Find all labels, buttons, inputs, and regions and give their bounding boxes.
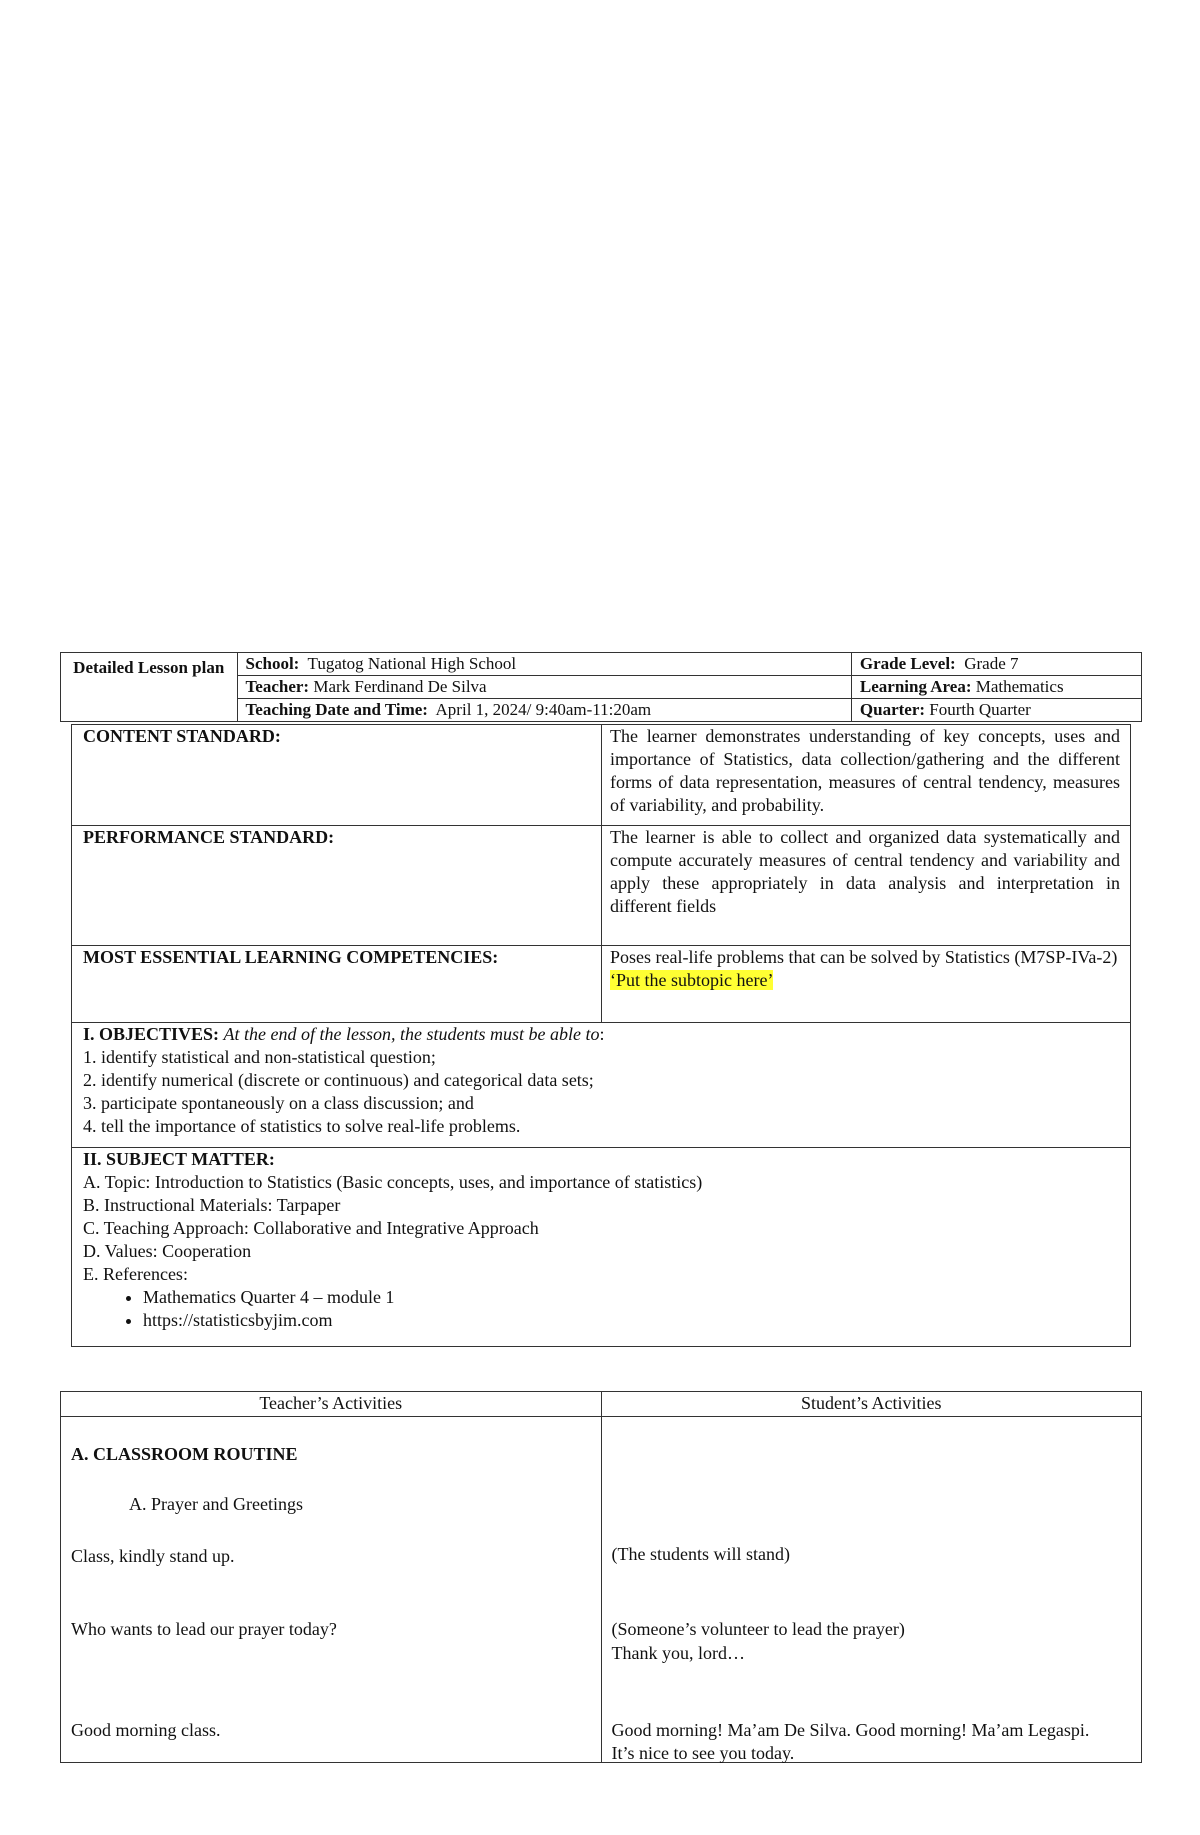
teacher-value: Mark Ferdinand De Silva	[313, 677, 487, 696]
objective-item: 1. identify statistical and non-statistical question;	[83, 1047, 436, 1067]
values-line: D. Values: Cooperation	[83, 1241, 252, 1261]
melc-text: Poses real-life problems that can be solved by Statistics (M7SP-IVa-2)	[610, 947, 1118, 967]
date-cell	[237, 699, 851, 722]
teacher-activities-header: Teacher’s Activities	[61, 1392, 602, 1417]
materials-line: B. Instructional Materials: Tarpaper	[83, 1195, 341, 1215]
melc-cell	[602, 946, 1131, 1023]
student-line: Good morning! Ma’am De Silva. Good morning! Ma’am Legaspi. It’s nice to see you today.	[611, 1720, 1090, 1763]
area-cell	[851, 676, 1141, 699]
student-line: (The students will stand)	[611, 1544, 790, 1564]
student-activities-cell	[601, 1417, 1142, 1763]
teacher-label: Teacher:	[245, 677, 310, 696]
student-activities-header: Student’s Activities	[601, 1392, 1142, 1417]
activities-table	[60, 1391, 1142, 1763]
lesson-header-table	[60, 652, 1142, 722]
reference-item: • https://statisticsbyjim.com	[143, 1309, 1122, 1332]
grade-cell	[851, 653, 1141, 676]
performance-standard-text: The learner is able to collect and organized data systematically and compute accurately measures of central tendency and variability and apply these appropriately in data analysis and interpretation in different fields	[602, 826, 1131, 946]
quarter-label: Quarter:	[859, 700, 926, 719]
teacher-activities-cell	[61, 1417, 602, 1763]
objectives-heading: I. OBJECTIVES: At the end of the lesson, the students must be able to:	[83, 1024, 605, 1044]
school-label: School:	[245, 654, 300, 673]
student-line: Thank you, lord…	[611, 1643, 745, 1663]
school-value: Tugatog National High School	[307, 654, 517, 673]
teacher-line: Who wants to lead our prayer today?	[71, 1619, 337, 1639]
topic-line: A. Topic: Introduction to Statistics (Basic concepts, uses, and importance of statistics)	[83, 1172, 703, 1192]
grade-value: Grade 7	[964, 654, 1019, 673]
prayer-greetings-heading: A. Prayer and Greetings	[129, 1494, 303, 1514]
quarter-value: Fourth Quarter	[929, 700, 1031, 719]
objective-item: 3. participate spontaneously on a class discussion; and	[83, 1093, 474, 1113]
approach-line: C. Teaching Approach: Collaborative and Integrative Approach	[83, 1218, 539, 1238]
grade-label: Grade Level:	[859, 654, 956, 673]
objectives-intro: At the end of the lesson, the students must be able to	[223, 1024, 600, 1044]
lesson-plan-title: Detailed Lesson plan	[61, 653, 238, 722]
objectives-cell	[72, 1023, 1131, 1148]
melc-label: MOST ESSENTIAL LEARNING COMPETENCIES:	[72, 946, 602, 1023]
objective-item: 2. identify numerical (discrete or continuous) and categorical data sets;	[83, 1070, 594, 1090]
content-standard-text: The learner demonstrates understanding of key concepts, uses and importance of Statistics, data collection/gathering and the different forms of data representation, measures of central tendency, measures of variability, and probability.	[602, 725, 1131, 826]
performance-standard-label: PERFORMANCE STANDARD:	[72, 826, 602, 946]
references-list	[83, 1286, 1122, 1332]
area-value: Mathematics	[975, 677, 1064, 696]
content-standard-label: CONTENT STANDARD:	[72, 725, 602, 826]
subject-matter-cell	[72, 1148, 1131, 1347]
school-cell	[237, 653, 851, 676]
objectives-label: I. OBJECTIVES:	[83, 1024, 220, 1044]
date-value: April 1, 2024/ 9:40am-11:20am	[435, 700, 652, 719]
reference-item: • Mathematics Quarter 4 – module 1	[143, 1286, 1122, 1309]
objective-item: 4. tell the importance of statistics to solve real-life problems.	[83, 1116, 521, 1136]
area-label: Learning Area:	[859, 677, 972, 696]
student-line: (Someone’s volunteer to lead the prayer)	[611, 1619, 905, 1639]
date-label: Teaching Date and Time:	[245, 700, 428, 719]
subtopic-placeholder: ‘Put the subtopic here’	[610, 970, 774, 990]
teacher-line: Good morning class.	[71, 1720, 221, 1740]
standards-table	[71, 724, 1131, 1347]
teacher-line: Class, kindly stand up.	[71, 1546, 235, 1566]
quarter-cell	[851, 699, 1141, 722]
references-label: E. References:	[83, 1264, 188, 1284]
classroom-routine-heading: A. CLASSROOM ROUTINE	[71, 1444, 298, 1464]
teacher-cell	[237, 676, 851, 699]
subject-matter-label: II. SUBJECT MATTER:	[83, 1149, 275, 1169]
